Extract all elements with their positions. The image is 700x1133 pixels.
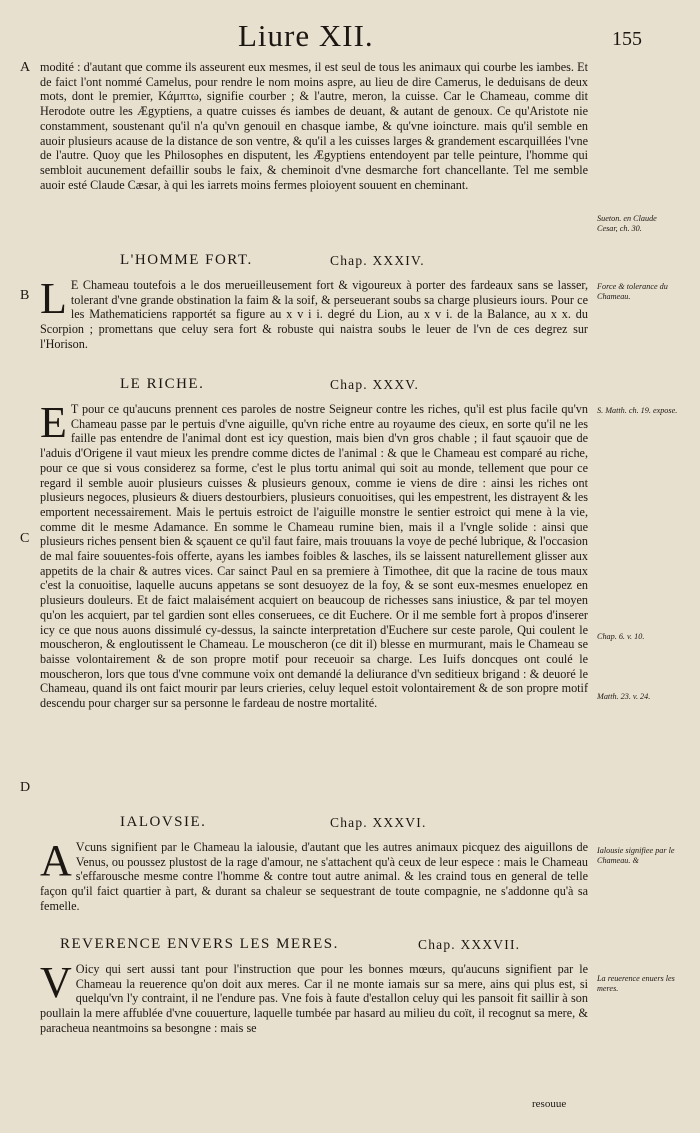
chapter-35-body xyxy=(40,398,588,711)
margin-note-matthew-23: Matth. 23. v. 24. xyxy=(597,692,651,701)
section-letter-a: A xyxy=(20,60,31,75)
chapter-title: LE RICHE. xyxy=(120,376,205,392)
chapter-number: Chap. XXXVI. xyxy=(330,815,427,830)
paragraph-text xyxy=(40,398,588,711)
chapter-number: Chap. XXXV. xyxy=(330,377,420,392)
paragraph-text xyxy=(40,958,588,1036)
drop-cap: V xyxy=(40,958,72,1007)
margin-note-force: Force & tolerance du Chameau. xyxy=(597,282,668,301)
chapter-number: Chap. XXXIV. xyxy=(330,253,425,268)
section-letter-b: B xyxy=(20,288,30,303)
margin-note-chap-6: Chap. 6. v. 10. xyxy=(597,632,645,641)
paragraph-text xyxy=(40,274,588,352)
drop-cap: A xyxy=(40,836,72,885)
paragraph-text: modité : d'autant que comme ils asseurent eux mesmes, il est seul de tous les animaux qui courbe les iambes. Et de faict l'ont nommé Camelus, pour rendre le nom moins aspre, au lieu de dire Camerus, le deduisans de deux mots, dont le premier, Kάμπτω, signifie courber ; & l'autre, meron, la cuisse. Car le Chameau, comme dit Herodote outre les Ægyptiens, a quatre cuisses és iambes de deuant, & autant de genoux. Ce qu'Aristote nie constamment, soustenant qu'il n'a qu'vn genouil en chasque iambe, & qu'vne ioincture. mais qu'il semble en auoir plusieurs acause de la distance de son ventre, & qu'il a les cuisses larges & grandement escarquillées l'vne de l'autre. Quoy que les Philosophes en disputent, les Ægyptiens entendoyent par telle peinture, l'homme qui sembloit aucunement defaillir soubs le faix, & cheminoit d'vne desmarche fort chancellante. Tel me semble auoir esté Claude Cæsar, à qui les iarrets moins fermes ploioyent souuent en cheminant. xyxy=(40,60,588,192)
paragraph-body: T pour ce qu'aucuns prennent ces paroles de nostre Seigneur contre les riches, qu'il est plus facile qu'vn Chameau passe par le pertuis d'vne aiguille, qu'vn riche entre au royaume des cieux, en sorte qu'il ne les faille pas entendre de l'animal dont est icy question, mais bien d'vn gros chable ; il faut sçauoir que de l'aduis d'Origene il vaut mieux les prendre comme dictes de l'animal : & que le Chameau est comparé au riche, pour ce que si vous considerez sa forme, c'est le plus tortu animal qui soit au monde, tellement que pour ce regard il semble auoir plusieurs cuisses & plusieurs genoux, comme ie viens de dire : ainsi les riches ont plusieurs negoces, plusieurs & diuers destourbiers, plusieurs conuoitises, qui les empestrent, les distrayent & les emportent necessairement. Mais le pertuis estroict de l'aiguille monstre le sentier estroict qui mene à la vie, comme dit le mesme Adamance. En somme le Chameau rumine bien, mais il a l'vngle solide : ainsi que plusieurs riches pensent bien & sçauent ce qu'il faut faire, mais trouuans la voye de peché lubrique, & l'occasion de mal faire souuentes-fois offerte, ayans les iambes foibles & lasches, ils se laissent naturellement glisser aux appetits de la chair & autres vices. Car sainct Paul en sa premiere à Timothee, dit que la racine de tous maux c'est la conuoitise, laquelle aucuns appetans se sont desuoyez de la foy, & se sont eux-mesmes enuelopez en plusieurs douleurs. Et de faict malaisément acquiert on beaucoup de richesses sans iniustice, & par tel moyen qu'on les acquiert, par tel gardien sont elles conseruees, ce dit Euchere. Or il me semble fort à propos d'inserer icy ce que nous auons dissimulé cy-dessus, la saincte interpretation d'Euchere sur ceste parole, Qui coulent le mouscheron, & engloutissent le Chameau. Le mouscheron (ce dit il) blesse en murmurant, mais le Chameau se baisse volontairement & de son propre motif pour receuoir sa charge. Les Iuifs doncques ont coulé le mouscheron, lors que tous d'vne commune voix ont demandé la deliurance d'vn seditieux brigand : & deuoré le Chameau, quand ils ont faict mourir par leurs crieries, celuy lequel estoit volontairement & de son propre motif descendu pour charger sur sa personne le fardeau de nostre mortalité. xyxy=(40,402,588,711)
chapter-title: L'HOMME FORT. xyxy=(120,252,253,268)
drop-cap: E xyxy=(40,398,67,447)
paragraph-body: Oicy qui sert aussi tant pour l'instruction que pour les bonnes mœurs, qu'aucuns signifient par le Chameau la reuerence qu'on doit aux meres. Car il ne monte iamais sur sa mere, ains qui plus est, si quelqu'vn l'y contraint, il ne l'endure pas. Vne fois à faute d'estallon celuy qui les pansoit fit saillir à son poullain la mere affublée d'vne couuerture, laquelle tumbée par hasard au milieu du coït, il recognut sa mere, & paracheua neantmoins sa besongne : mais se xyxy=(40,962,588,1035)
paragraph-continuation xyxy=(40,60,588,192)
chapter-title: IALOVSIE. xyxy=(120,814,207,830)
chapter-heading-34 xyxy=(40,252,588,274)
running-head xyxy=(0,18,700,58)
running-head-title: Liure XII. xyxy=(238,18,374,53)
chapter-title: REVERENCE ENVERS LES MERES. xyxy=(60,936,339,952)
chapter-heading-37 xyxy=(40,936,588,958)
chapter-36-body xyxy=(40,836,588,914)
page-number: 155 xyxy=(612,28,642,50)
margin-note-matthew-19: S. Matth. ch. 19. expose. xyxy=(597,406,678,415)
section-letter-c: C xyxy=(20,531,30,546)
drop-cap: L xyxy=(40,274,67,323)
chapter-37-body xyxy=(40,958,588,1036)
margin-note-suetonius: Sueton. en Claude Cesar, ch. 30. xyxy=(597,214,657,233)
margin-note-ialousie: Ialousie signifiee par le Chameau. & xyxy=(597,846,675,865)
catchword: resouue xyxy=(532,1098,567,1110)
paragraph-body: E Chameau toutefois a le dos merueilleusement fort & vigoureux à porter des fardeaux sans se lasser, tolerant d'vne grande obstination la faim & la soif, & perseuerant soubs sa charge plusieurs iours. Pour ce les Mathematiciens rapportét sa figure au x v i i. degré du Lion, au x v i. de la Balance, au x x. du Scorpion ; promettans que celuy sera fort & robuste qui naistra soubs le leuer de l'vn de ces degrez sur l'Horison. xyxy=(40,278,588,351)
margin-note-reuerence: La reuerence enuers les meres. xyxy=(597,974,675,993)
chapter-34-body xyxy=(40,274,588,352)
paragraph-text xyxy=(40,836,588,914)
chapter-heading-36 xyxy=(40,814,588,836)
chapter-heading-35 xyxy=(40,376,588,398)
section-letter-d: D xyxy=(20,780,31,795)
paragraph-body: Vcuns signifient par le Chameau la ialousie, d'autant que les autres animaux picquez des aiguillons de Venus, ou poussez plustost de la rage d'amour, ne s'attachent qu'à ceux de leur espece : mais le Chameau s'effarousche mesme contre l'homme & contre tout autre animal. & les craind tous en general de telle façon qu'il faict quartier à part, & durant sa chaleur se sequestrant de toute compagnie, ne s'addonne qu'à sa femelle. xyxy=(40,840,588,913)
chapter-number: Chap. XXXVII. xyxy=(418,937,521,952)
